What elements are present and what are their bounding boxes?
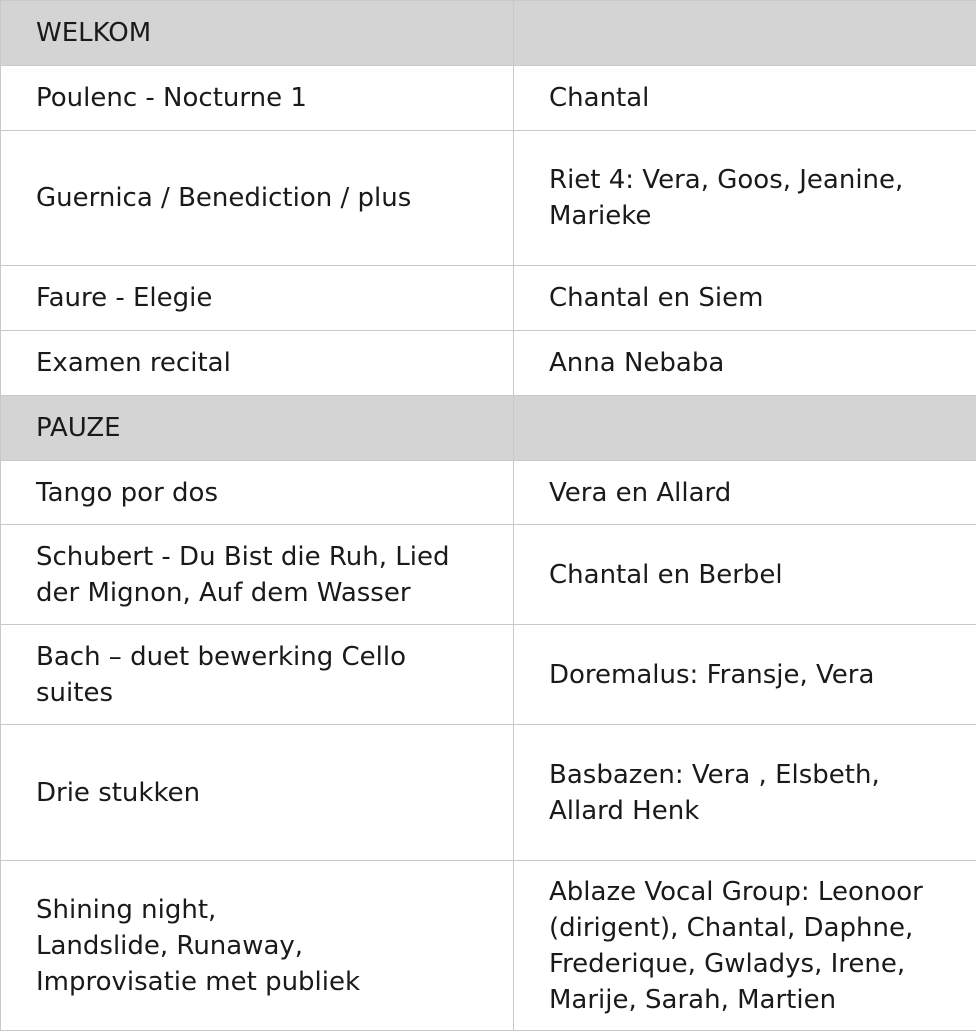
piece-title: Tango por dos <box>36 475 493 511</box>
performer-cell <box>514 725 976 861</box>
piece-title: Shining night, Landslide, Runaway, Improvisatie met publiek <box>36 892 493 1000</box>
piece-cell <box>1 461 514 525</box>
performer-names: Ablaze Vocal Group: Leonoor (dirigent), Chantal, Daphne, Frederique, Gwladys, Irene, Marije, Sarah, Martien <box>549 874 956 1018</box>
piece-cell <box>1 331 514 396</box>
performer-cell <box>514 331 976 396</box>
section-title-text: WELKOM <box>36 15 493 51</box>
piece-title: Faure - Elegie <box>36 280 493 316</box>
program-row <box>1 131 976 266</box>
piece-title: Examen recital <box>36 345 493 381</box>
performer-cell <box>514 66 976 131</box>
performer-names: Chantal en Berbel <box>549 557 956 593</box>
program-row <box>1 725 976 861</box>
section-performers-cell <box>514 1 976 66</box>
program-row <box>1 266 976 331</box>
program-row <box>1 66 976 131</box>
piece-cell <box>1 266 514 331</box>
performer-names: Doremalus: Fransje, Vera <box>549 657 956 693</box>
piece-title: Schubert - Du Bist die Ruh, Lied der Mignon, Auf dem Wasser <box>36 539 493 611</box>
section-performers-cell <box>514 396 976 461</box>
performer-cell <box>514 861 976 1031</box>
section-title-text: PAUZE <box>36 410 493 446</box>
program-row <box>1 331 976 396</box>
program-row <box>1 525 976 625</box>
performer-names: Riet 4: Vera, Goos, Jeanine, Marieke <box>549 162 956 234</box>
performer-names: Anna Nebaba <box>549 345 956 381</box>
piece-title: Poulenc - Nocturne 1 <box>36 80 493 116</box>
piece-cell <box>1 725 514 861</box>
piece-cell <box>1 861 514 1031</box>
section-row-welkom <box>1 1 976 66</box>
performer-names: Chantal <box>549 80 956 116</box>
piece-title: Bach – duet bewerking Cello suites <box>36 639 493 711</box>
performer-names: Vera en Allard <box>549 475 956 511</box>
piece-title: Drie stukken <box>36 775 493 811</box>
performer-names: Chantal en Siem <box>549 280 956 316</box>
program-row <box>1 861 976 1031</box>
performer-cell <box>514 131 976 266</box>
piece-cell <box>1 131 514 266</box>
piece-cell <box>1 525 514 625</box>
section-row-pauze <box>1 396 976 461</box>
performer-names: Basbazen: Vera , Elsbeth, Allard Henk <box>549 757 956 829</box>
performer-cell <box>514 461 976 525</box>
performer-cell <box>514 266 976 331</box>
program-row <box>1 461 976 525</box>
program-row <box>1 625 976 725</box>
piece-cell <box>1 66 514 131</box>
piece-cell <box>1 625 514 725</box>
piece-title: Guernica / Benediction / plus <box>36 180 493 216</box>
performer-cell <box>514 525 976 625</box>
performer-cell <box>514 625 976 725</box>
section-title <box>1 396 514 461</box>
section-title <box>1 1 514 66</box>
